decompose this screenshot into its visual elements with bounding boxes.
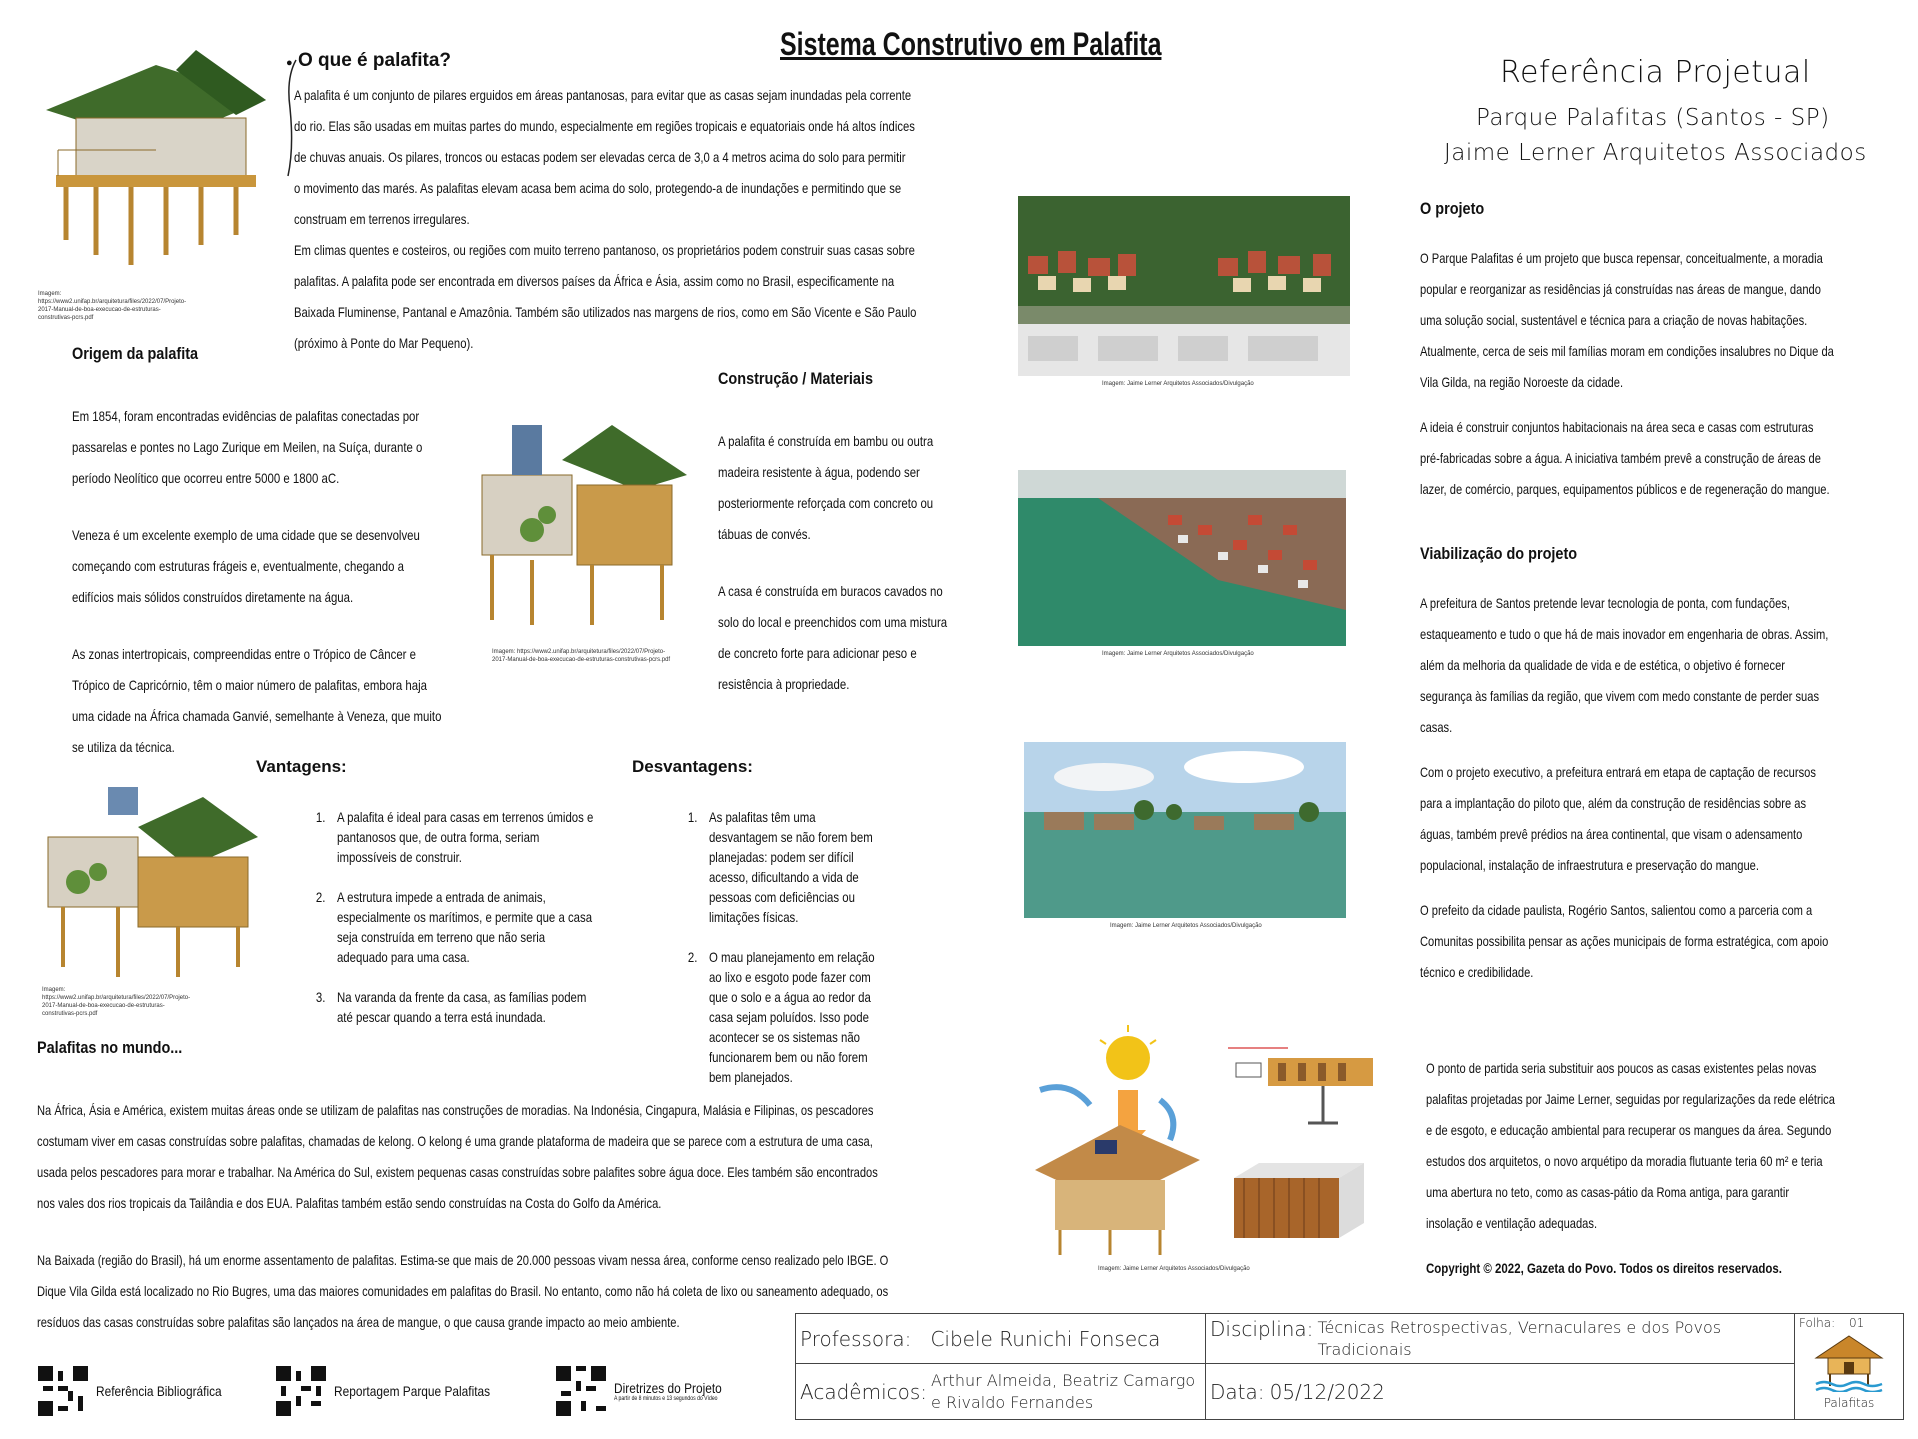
aerial-photo-2 [1018,470,1346,646]
mundo-heading: Palafitas no mundo... [37,1038,183,1057]
final-text: O ponto de partida seria substituir aos poucos as casas existentes pelas novas palafitas projetadas por Jaime Lerner, seguidas por regularizações da rede elétrica e de esgoto, e educação ambiental para recuperar os mangues da área. Segundo estudos dos arquitetos, o novo arquétipo da moradia flutuante teria 60 m² e teria uma abertura no teto, como as casas-pátio da Roma antiga, para garantir insolação e ventilação adequadas. [1426,1061,1835,1231]
academicos-value: Arthur Almeida, Beatriz Camargo e Rivaldo Fernandes [931,1370,1196,1412]
referencia-heading: Referência Projetual [1500,55,1811,90]
house-illustration-1 [36,40,276,270]
origem-text: Em 1854, foram encontradas evidências de palafitas conectadas por passarelas e pontes no Lago Zurique em Meilen, na Suíça, durante o período Neolítico que ocorreu entre 5000 e 1800 aC. Veneza é um excelente exemplo de uma cidade que se desenvolveu começando com estruturas frágeis e, eventualmente, chegando a edifícios mais sólidos construídos diretamente na água. As zonas intertropicais, compreendidas entre o Trópico de Câncer e Trópico de Capricórnio, têm o maior número de palafitas, embora haja uma cidade na África chamada Ganvié, semelhante à Veneza, que muito se utiliza da técnica. [72,409,442,755]
disciplina-value: Técnicas Retrospectivas, Vernaculares e dos Povos Tradicionais [1317,1317,1722,1359]
photo-caption-2: Imagem: Jaime Lerner Arquitetos Associados/Divulgação [1102,651,1254,657]
disciplina-label: Disciplina: [1210,1316,1314,1341]
projeto-heading: O projeto [1420,199,1485,218]
page-title: Sistema Construtivo em Palafita [780,26,1162,62]
vantagem-item: 3. Na varanda da frente da casa, as famílias podem até pescar quando a terra está inundada. [329,988,599,1028]
copyright: Copyright © 2022, Gazeta do Povo. Todos os direitos reservados. [1426,1260,1782,1276]
qr-label: Diretrizes do Projeto [614,1380,722,1396]
viabilizacao-heading: Viabilização do projeto [1420,544,1578,563]
desvantagens-list [672,808,882,1108]
qr-code-icon [556,1366,606,1416]
vantagem-item: 1. A palafita é ideal para casas em terrenos úmidos e pantanosos que, de outra forma, seriam impossíveis de construir. [329,808,599,868]
professora-value: Cibele Runichi Fonseca [930,1326,1161,1351]
mundo-text: Na África, Ásia e América, existem muitas áreas onde se utilizam de palafitas nas construções de moradias. Na Indonésia, Cingapura, Malásia e Filipinas, os pescadores costumam viver em casas construídas sobre palafitas, chamadas de kelong. O kelong é uma grande plataforma de madeira que se parece com a estrutura de uma casa, usada pelos pescadores para morar e trabalhar. Na América do Sul, existem pequenas casas construídas sobre palafites sobre água doce. Eles também são encontrados nos vales dos rios tropicais da Tailândia e dos EUA. Palafitas também estão sendo construídas na Costa do Golfo da América. Na Baixada (região do Brasil), há um enorme assentamento de palafitas. Estima-se que mais de 20.000 pessoas vivam nessa área, conforme censo realizado pelo IBGE. O Dique Vila Gilda está localizado no Rio Bugres, uma das maiores comunidades em palafitas do Brasil. No entanto, como não há coleta de lixo ou saneamento adequado, os resíduos das casas construídas sobre palafitas são lançados na área de mangue, o que causa grande impacto ao meio ambiente. [37,1103,889,1330]
title-block [795,1313,1904,1420]
referencia-subtitle-2: Jaime Lerner Arquitetos Associados [1444,140,1867,166]
academicos-cell [796,1364,1206,1420]
vantagens-list [300,808,598,1048]
sustainability-diagram [1000,1020,1200,1260]
image-caption-3: Imagem: https://www2.unifap.br/arquitetura/files/2022/07/Projeto-2017-Manual-de-boa-execucao-de-estruturas-construtivas-pcrs.pdf [42,987,191,1017]
folha-value: 01 [1849,1316,1865,1330]
folha-label: Folha: [1799,1316,1836,1330]
module-photo [1234,1163,1364,1243]
referencia-subtitle-1: Parque Palafitas (Santos - SP) [1476,105,1830,131]
professora-cell [796,1314,1206,1364]
disciplina-cell [1206,1314,1795,1364]
image-caption-1: Imagem: https://www2.unifap.br/arquitetura/files/2022/07/Projeto-2017-Manual-de-boa-execucao-de-estruturas-construtivas-pcrs.pdf [38,291,187,321]
what-is-text: A palafita é um conjunto de pilares erguidos em áreas pantanosas, para evitar que as casas sejam inundadas pela corrente do rio. Elas são usadas em muitas partes do mundo, especialmente em regiões tropicais e equatoriais onde há altos índices de chuvas anuais. Os pilares, troncos ou estacas podem ser elevadas cerca de 3,0 a 4 metros acima do solo para permitir o movimento das marés. As palafitas elevam acasa bem acima do solo, protegendo-a de inundações e permitindo que se construam em terrenos irregulares. Em climas quentes e costeiros, ou regiões com muito terreno pantanoso, os proprietários podem construir suas casas sobre palafitas. A palafita pode ser encontrada em diversos países da África e Ásia, assim como no Brasil, especificamente na Baixada Fluminense, Pantanal e Amazônia. Também são utilizados nas margens de rios, como em São Vicente e São Paulo (próximo à Ponte do Mar Pequeno). [294,88,917,351]
what-is-heading: ● O que é palafita? [286,50,452,71]
aerial-photo-1 [1018,196,1350,376]
qr-reportagem[interactable] [276,1366,518,1416]
palafita-logo-icon [1814,1334,1884,1392]
data-value: 05/12/2022 [1269,1379,1385,1404]
academicos-label: Acadêmicos: [800,1379,928,1404]
professora-label: Professora: [800,1326,912,1351]
photo-caption-4: Imagem: Jaime Lerner Arquitetos Associados/Divulgação [1098,1266,1250,1272]
projeto-text: O Parque Palafitas é um projeto que busca repensar, conceitualmente, a moradia popular e reorganizar as residências já construídas nas áreas de mangue, dando uma solução social, sustentável e técnica para a criação de novas habitações. Atualmente, cerca de seis mil famílias moram em condições insalubres no Dique da Vila Gilda, na região Noroeste da cidade. A ideia é construir conjuntos habitacionais na área seca e casas com estruturas pré-fabricadas sobre a água. A iniciativa também prevê a construção de áreas de lazer, de comércio, parques, equipamentos públicos e de regeneração do mangue. [1420,251,1834,497]
desvantagem-item: 2. O mau planejamento em relação ao lixo e esgoto pode fazer com que o solo e a água ao redor da casa sejam poluídos. Isso pode acontecer se os sistemas não funcionarem bem ou não forem bem planejados. [701,948,882,1088]
origem-heading: Origem da palafita [72,344,199,363]
construcao-heading: Construção / Materiais [718,369,873,388]
qr-code-icon [38,1366,88,1416]
desvantagens-heading: Desvantagens: [632,757,753,776]
folha-cell [1795,1314,1904,1420]
photo-caption-3: Imagem: Jaime Lerner Arquitetos Associados/Divulgação [1110,923,1262,929]
viabilizacao-text: A prefeitura de Santos pretende levar tecnologia de ponta, com fundações, estaqueamento e tudo o que há de mais inovador em engenharia de obras. Assim, além da melhoria da qualidade de vida e de estética, o objetivo é fornecer segurança às famílias da região, que vivem com medo constante de perder suas casas. Com o projeto executivo, a prefeitura entrará em etapa de captação de recursos para a implantação do piloto que, além da construção de residências sobre as águas, também prevê prédios na área continental, que visam o adensamento populacional, instalação de infraestrutura e preservação do mangue. O prefeito da cidade paulista, Rogério Santos, salientou como a parceria com a Comunitas possibilita pensar as ações municipais de forma estratégica, com apoio técnico e credibilidade. [1420,596,1829,980]
house-illustration-2 [462,420,692,630]
data-label: Data: [1210,1379,1265,1404]
qr-sublabel: A partir de 8 minutos e 13 segundos do Vídeo [614,1396,718,1402]
qr-code-icon [276,1366,326,1416]
vantagens-heading: Vantagens: [256,757,347,776]
image-caption-2: Imagem: https://www2.unifap.br/arquitetura/files/2022/07/Projeto-2017-Manual-de-boa-execucao-de-estruturas-construtivas-pcrs.pdf [492,649,671,663]
logo-label: Palafitas [1823,1396,1875,1410]
desvantagem-item: 1. As palafitas têm uma desvantagem se não forem bem planejadas: podem ser difícil acesso, dificultando a vida de pessoas com deficiências ou limitações físicas. [701,808,882,928]
vantagem-item: 2. A estrutura impede a entrada de animais, especialmente os marítimos, e permite que a casa seja construída em terreno que não seria adequado para uma casa. [329,888,599,968]
qr-referencia[interactable] [38,1366,244,1416]
qr-label: Reportagem Parque Palafitas [334,1383,491,1399]
house-illustration-3 [38,782,258,982]
construcao-text: A palafita é construída em bambu ou outra madeira resistente à água, podendo ser posteriormente reforçada com concreto ou tábuas de convés. A casa é construída em buracos cavados no solo do local e preenchidos com uma mistura de concreto forte para adicionar peso e resistência à propriedade. [718,434,948,692]
data-cell [1206,1364,1795,1420]
aerial-photo-3 [1024,742,1346,918]
photo-caption-1: Imagem: Jaime Lerner Arquitetos Associados/Divulgação [1102,381,1254,387]
qr-diretrizes[interactable] [556,1366,741,1416]
qr-label: Referência Bibliográfica [96,1383,222,1399]
module-section-diagram [1228,1018,1378,1128]
